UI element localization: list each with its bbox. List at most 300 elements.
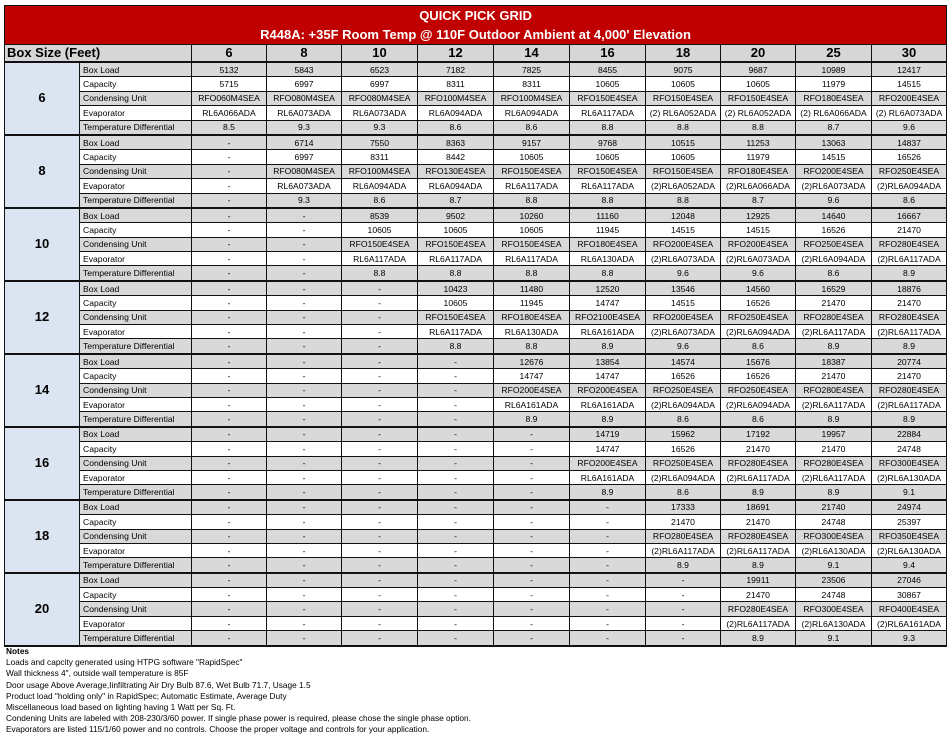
row-label: Temperature Differential (80, 339, 192, 354)
data-cell: - (267, 616, 342, 630)
grid-row (5, 383, 947, 397)
data-cell: (2)RL6A117ADA (721, 616, 796, 630)
box-size-cell: 12 (5, 281, 80, 354)
data-cell: 14560 (721, 281, 796, 296)
data-cell: RL6A161ADA (570, 325, 646, 339)
data-cell: - (192, 500, 267, 515)
data-cell: - (192, 515, 267, 529)
data-cell: 14747 (494, 369, 570, 383)
row-label: Evaporator (80, 543, 192, 557)
data-cell: 9.4 (872, 558, 947, 573)
data-cell: 11945 (570, 223, 646, 237)
column-header: 16 (570, 45, 646, 63)
data-cell: - (192, 602, 267, 616)
row-label: Temperature Differential (80, 558, 192, 573)
data-cell: - (646, 588, 721, 602)
data-cell: - (418, 558, 494, 573)
data-cell: - (418, 427, 494, 442)
data-cell: - (418, 631, 494, 646)
data-cell: 10423 (418, 281, 494, 296)
data-cell: (2)RL6A161ADA (872, 616, 947, 630)
data-cell: 8.6 (796, 266, 872, 281)
data-cell: - (494, 470, 570, 484)
grid-row (5, 164, 947, 178)
data-cell: (2)RL6A117ADA (796, 470, 872, 484)
note-line: Loads and capcity generated using HTPG software "RapidSpec" (6, 657, 243, 668)
data-cell: 10605 (646, 150, 721, 164)
data-cell: 16526 (646, 369, 721, 383)
data-cell: 10515 (646, 135, 721, 150)
data-cell: RFO080M4SEA (267, 164, 342, 178)
data-cell: 14515 (646, 296, 721, 310)
data-cell: RL6A073ADA (342, 106, 418, 120)
data-cell: 8.8 (494, 193, 570, 208)
data-cell: RFO150E4SEA (494, 237, 570, 251)
data-cell: 13854 (570, 354, 646, 369)
data-cell: 9.1 (796, 631, 872, 646)
grid-row (5, 135, 947, 150)
row-label: Evaporator (80, 397, 192, 411)
data-cell: 11979 (796, 77, 872, 91)
data-cell: - (570, 543, 646, 557)
data-cell: RL6A094ADA (418, 179, 494, 193)
data-cell: - (646, 573, 721, 588)
data-cell: 10605 (494, 223, 570, 237)
data-cell: - (192, 354, 267, 369)
data-cell: - (267, 310, 342, 324)
data-cell: RFO150E4SEA (418, 310, 494, 324)
data-cell: 11253 (721, 135, 796, 150)
data-cell: - (342, 470, 418, 484)
data-cell: - (494, 529, 570, 543)
data-cell: - (342, 485, 418, 500)
data-cell: - (342, 412, 418, 427)
data-cell: - (342, 456, 418, 470)
grid-row (5, 543, 947, 557)
data-cell: RFO200E4SEA (570, 456, 646, 470)
data-cell: (2)RL6A094ADA (796, 252, 872, 266)
box-size-cell: 6 (5, 62, 80, 135)
data-cell: - (192, 135, 267, 150)
data-cell: 9.6 (646, 339, 721, 354)
data-cell: 8.5 (192, 120, 267, 135)
grid-row (5, 296, 947, 310)
data-cell: - (192, 252, 267, 266)
data-cell: - (494, 573, 570, 588)
note-line: Evaporators are listed 115/1/60 power and no controls. Choose the proper voltage and controls for your application. (6, 724, 430, 735)
data-cell: 18691 (721, 500, 796, 515)
data-cell: RL6A161ADA (570, 397, 646, 411)
data-cell: 10605 (570, 150, 646, 164)
data-cell: RL6A117ADA (494, 179, 570, 193)
data-cell: 8.6 (721, 412, 796, 427)
grid-row (5, 602, 947, 616)
data-cell: 8.9 (872, 266, 947, 281)
data-cell: RFO130E4SEA (418, 164, 494, 178)
data-cell: 19957 (796, 427, 872, 442)
data-cell: RL6A117ADA (342, 252, 418, 266)
data-cell: - (570, 631, 646, 646)
data-cell: RFO150E4SEA (570, 164, 646, 178)
data-cell: - (267, 456, 342, 470)
data-cell: RFO180E4SEA (796, 91, 872, 105)
data-cell: - (267, 588, 342, 602)
data-cell: - (418, 515, 494, 529)
data-cell: - (267, 543, 342, 557)
data-cell: RFO150E4SEA (570, 91, 646, 105)
data-cell: - (267, 354, 342, 369)
data-cell: 6523 (342, 62, 418, 77)
grid-row (5, 442, 947, 456)
data-cell: RFO150E4SEA (418, 237, 494, 251)
data-cell: RFO200E4SEA (646, 237, 721, 251)
data-cell: 8.9 (570, 339, 646, 354)
row-label: Temperature Differential (80, 120, 192, 135)
data-cell: - (570, 558, 646, 573)
data-cell: 9502 (418, 208, 494, 223)
grid-row (5, 179, 947, 193)
data-cell: RFO150E4SEA (646, 91, 721, 105)
grid-row (5, 237, 947, 251)
data-cell: 9.6 (796, 193, 872, 208)
data-cell: 8.8 (646, 120, 721, 135)
data-cell: - (267, 383, 342, 397)
data-cell: - (342, 281, 418, 296)
data-cell: RFO200E4SEA (721, 237, 796, 251)
data-cell: - (418, 397, 494, 411)
data-cell: 24974 (872, 500, 947, 515)
data-cell: 6997 (267, 150, 342, 164)
data-cell: - (267, 397, 342, 411)
data-cell: RFO280E4SEA (646, 529, 721, 543)
data-cell: - (342, 397, 418, 411)
data-cell: 8.9 (872, 412, 947, 427)
data-cell: (2)RL6A066ADA (721, 179, 796, 193)
data-cell: RFO080M4SEA (342, 91, 418, 105)
data-cell: 11160 (570, 208, 646, 223)
data-cell: RFO280E4SEA (721, 456, 796, 470)
data-cell: RL6A117ADA (418, 325, 494, 339)
data-cell: 8.9 (872, 339, 947, 354)
data-cell: 10605 (570, 77, 646, 91)
data-cell: - (192, 383, 267, 397)
data-cell: (2)RL6A094ADA (721, 325, 796, 339)
data-cell: RFO300E4SEA (872, 456, 947, 470)
grid-row (5, 631, 947, 646)
data-cell: RL6A117ADA (418, 252, 494, 266)
data-cell: 21740 (796, 500, 872, 515)
data-cell: 8.8 (570, 120, 646, 135)
data-cell: - (494, 558, 570, 573)
data-cell: 8.7 (796, 120, 872, 135)
data-cell: 17192 (721, 427, 796, 442)
data-cell: - (418, 543, 494, 557)
data-cell: (2)RL6A117ADA (721, 470, 796, 484)
data-cell: 21470 (872, 369, 947, 383)
data-cell: - (494, 442, 570, 456)
data-cell: 30867 (872, 588, 947, 602)
row-label: Box Load (80, 208, 192, 223)
data-cell: 8.8 (418, 339, 494, 354)
row-label: Temperature Differential (80, 193, 192, 208)
data-cell: 8.6 (872, 193, 947, 208)
data-cell: (2)RL6A117ADA (796, 397, 872, 411)
data-cell: 8.9 (570, 485, 646, 500)
column-header: 10 (342, 45, 418, 63)
data-cell: RFO280E4SEA (721, 529, 796, 543)
data-cell: - (418, 383, 494, 397)
data-cell: 8.6 (342, 193, 418, 208)
data-cell: 8.9 (646, 558, 721, 573)
data-cell: - (342, 383, 418, 397)
data-cell: (2) RL6A066ADA (796, 106, 872, 120)
data-cell: (2)RL6A073ADA (646, 325, 721, 339)
grid-row (5, 573, 947, 588)
data-cell: - (192, 150, 267, 164)
data-cell: - (192, 412, 267, 427)
data-cell: - (192, 369, 267, 383)
data-cell: 5132 (192, 62, 267, 77)
data-cell: - (418, 602, 494, 616)
data-cell: - (418, 573, 494, 588)
data-cell: 11979 (721, 150, 796, 164)
data-cell: RFO200E4SEA (646, 310, 721, 324)
data-cell: RFO150E4SEA (494, 164, 570, 178)
data-cell: RL6A073ADA (267, 179, 342, 193)
box-size-cell: 16 (5, 427, 80, 500)
data-cell: 21470 (796, 369, 872, 383)
grid-row (5, 281, 947, 296)
data-cell: - (192, 631, 267, 646)
grid-row (5, 558, 947, 573)
data-cell: RFO2100E4SEA (570, 310, 646, 324)
data-cell: 8311 (342, 150, 418, 164)
data-cell: 16667 (872, 208, 947, 223)
row-label: Evaporator (80, 616, 192, 630)
data-cell: 7550 (342, 135, 418, 150)
data-cell: (2)RL6A073ADA (721, 252, 796, 266)
row-label: Box Load (80, 354, 192, 369)
box-size-header: Box Size (Feet) (5, 45, 192, 63)
column-header: 20 (721, 45, 796, 63)
data-cell: (2) RL6A052ADA (646, 106, 721, 120)
note-line: Product load "holding only" in RapidSpec; Automatic Estimate, Average Duty (6, 690, 287, 701)
grid-row (5, 62, 947, 77)
grid-row (5, 456, 947, 470)
column-header: 25 (796, 45, 872, 63)
grid-row (5, 339, 947, 354)
data-cell: 8.8 (494, 339, 570, 354)
data-cell: RL6A130ADA (570, 252, 646, 266)
data-cell: (2)RL6A052ADA (646, 179, 721, 193)
grid-row (5, 485, 947, 500)
data-cell: RFO100M4SEA (342, 164, 418, 178)
data-cell: 9.3 (872, 631, 947, 646)
data-cell: (2)RL6A073ADA (646, 252, 721, 266)
data-cell: RFO200E4SEA (570, 383, 646, 397)
data-cell: RFO180E4SEA (570, 237, 646, 251)
data-cell: RL6A130ADA (494, 325, 570, 339)
data-cell: - (267, 442, 342, 456)
grid-row (5, 252, 947, 266)
data-cell: - (192, 529, 267, 543)
data-cell: - (192, 470, 267, 484)
data-cell: - (192, 397, 267, 411)
row-label: Capacity (80, 77, 192, 91)
data-cell: RFO280E4SEA (872, 237, 947, 251)
row-label: Evaporator (80, 106, 192, 120)
data-cell: 21470 (796, 442, 872, 456)
grid-row (5, 616, 947, 630)
data-cell: 8.9 (721, 558, 796, 573)
data-cell: RL6A073ADA (267, 106, 342, 120)
data-cell: RFO280E4SEA (721, 602, 796, 616)
data-cell: 24748 (796, 588, 872, 602)
data-cell: 6714 (267, 135, 342, 150)
data-cell: - (192, 281, 267, 296)
data-cell: - (570, 515, 646, 529)
data-cell: - (192, 543, 267, 557)
data-cell: 16526 (646, 442, 721, 456)
data-cell: RFO060M4SEA (192, 91, 267, 105)
grid-row (5, 500, 947, 515)
data-cell: - (342, 325, 418, 339)
data-cell: RFO200E4SEA (796, 164, 872, 178)
data-cell: RL6A117ADA (570, 106, 646, 120)
data-cell: 8.9 (570, 412, 646, 427)
data-cell: 8.9 (796, 485, 872, 500)
data-cell: 8.7 (721, 193, 796, 208)
grid-row (5, 588, 947, 602)
row-label: Capacity (80, 515, 192, 529)
data-cell: 8.8 (418, 266, 494, 281)
data-cell: RL6A094ADA (418, 106, 494, 120)
data-cell: RFO150E4SEA (646, 164, 721, 178)
data-cell: - (267, 266, 342, 281)
data-cell: 24748 (796, 515, 872, 529)
data-cell: 8.9 (796, 339, 872, 354)
data-cell: 9.1 (796, 558, 872, 573)
grid-row (5, 91, 947, 105)
column-header-row (5, 45, 947, 63)
data-cell: - (342, 558, 418, 573)
data-cell: 14515 (721, 223, 796, 237)
data-cell: 14515 (646, 223, 721, 237)
data-cell: (2)RL6A094ADA (646, 470, 721, 484)
row-label: Box Load (80, 427, 192, 442)
data-cell: - (192, 588, 267, 602)
data-cell: 8.6 (721, 339, 796, 354)
grid-subtitle: R448A: +35F Room Temp @ 110F Outdoor Ambient at 4,000' Elevation (5, 25, 947, 45)
box-size-cell: 14 (5, 354, 80, 427)
data-cell: 11945 (494, 296, 570, 310)
data-cell: 14747 (570, 369, 646, 383)
data-cell: RL6A117ADA (570, 179, 646, 193)
grid-title: QUICK PICK GRID (5, 6, 947, 26)
data-cell: RFO280E4SEA (796, 310, 872, 324)
data-cell: (2)RL6A117ADA (721, 543, 796, 557)
row-label: Capacity (80, 442, 192, 456)
data-cell: 12520 (570, 281, 646, 296)
data-cell: - (342, 369, 418, 383)
data-cell: 10605 (418, 223, 494, 237)
data-cell: 8.6 (646, 412, 721, 427)
data-cell: - (418, 442, 494, 456)
data-cell: 10605 (494, 150, 570, 164)
row-label: Condensing Unit (80, 529, 192, 543)
data-cell: - (267, 602, 342, 616)
grid-row (5, 223, 947, 237)
data-cell: - (342, 500, 418, 515)
data-cell: - (192, 442, 267, 456)
data-cell: RFO150E4SEA (342, 237, 418, 251)
data-cell: - (342, 573, 418, 588)
data-cell: - (267, 412, 342, 427)
data-cell: 9.6 (872, 120, 947, 135)
column-header: 14 (494, 45, 570, 63)
data-cell: 10605 (418, 296, 494, 310)
data-cell: - (342, 529, 418, 543)
data-cell: - (494, 631, 570, 646)
box-size-cell: 8 (5, 135, 80, 208)
data-cell: 10989 (796, 62, 872, 77)
data-cell: 8363 (418, 135, 494, 150)
data-cell: 24748 (872, 442, 947, 456)
data-cell: RFO150E4SEA (721, 91, 796, 105)
data-cell: 6997 (342, 77, 418, 91)
data-cell: - (192, 616, 267, 630)
note-line: Condening Units are labeled with 208-230/3/60 power. If single phase power is required, please chose the single phase option. (6, 713, 471, 724)
row-label: Temperature Differential (80, 631, 192, 646)
box-size-cell: 18 (5, 500, 80, 573)
data-cell: 12417 (872, 62, 947, 77)
data-cell: (2)RL6A094ADA (646, 397, 721, 411)
data-cell: - (494, 616, 570, 630)
data-cell: RFO280E4SEA (796, 383, 872, 397)
row-label: Box Load (80, 573, 192, 588)
grid-row (5, 77, 947, 91)
grid-row (5, 120, 947, 135)
data-cell: - (192, 339, 267, 354)
note-line: Wall thickness 4", outside wall temperature is 85F (6, 668, 189, 679)
data-cell: - (267, 208, 342, 223)
data-cell: - (418, 529, 494, 543)
column-header: 12 (418, 45, 494, 63)
data-cell: 14719 (570, 427, 646, 442)
data-cell: - (192, 310, 267, 324)
data-cell: - (267, 558, 342, 573)
data-cell: - (342, 339, 418, 354)
grid-row (5, 397, 947, 411)
data-cell: 9.6 (721, 266, 796, 281)
data-cell: 8.9 (796, 412, 872, 427)
data-cell: - (570, 500, 646, 515)
data-cell: (2)RL6A117ADA (646, 543, 721, 557)
data-cell: - (342, 515, 418, 529)
data-cell: - (342, 631, 418, 646)
data-cell: - (267, 573, 342, 588)
note-line: Miscellaneous load based on lighting having 1 Watt per Sq. Ft. (6, 702, 236, 713)
data-cell: - (192, 179, 267, 193)
data-cell: - (418, 354, 494, 369)
data-cell: 9.6 (646, 266, 721, 281)
data-cell: 9768 (570, 135, 646, 150)
data-cell: RFO280E4SEA (872, 310, 947, 324)
row-label: Box Load (80, 135, 192, 150)
row-label: Condensing Unit (80, 164, 192, 178)
data-cell: 15676 (721, 354, 796, 369)
data-cell: 8.6 (494, 120, 570, 135)
